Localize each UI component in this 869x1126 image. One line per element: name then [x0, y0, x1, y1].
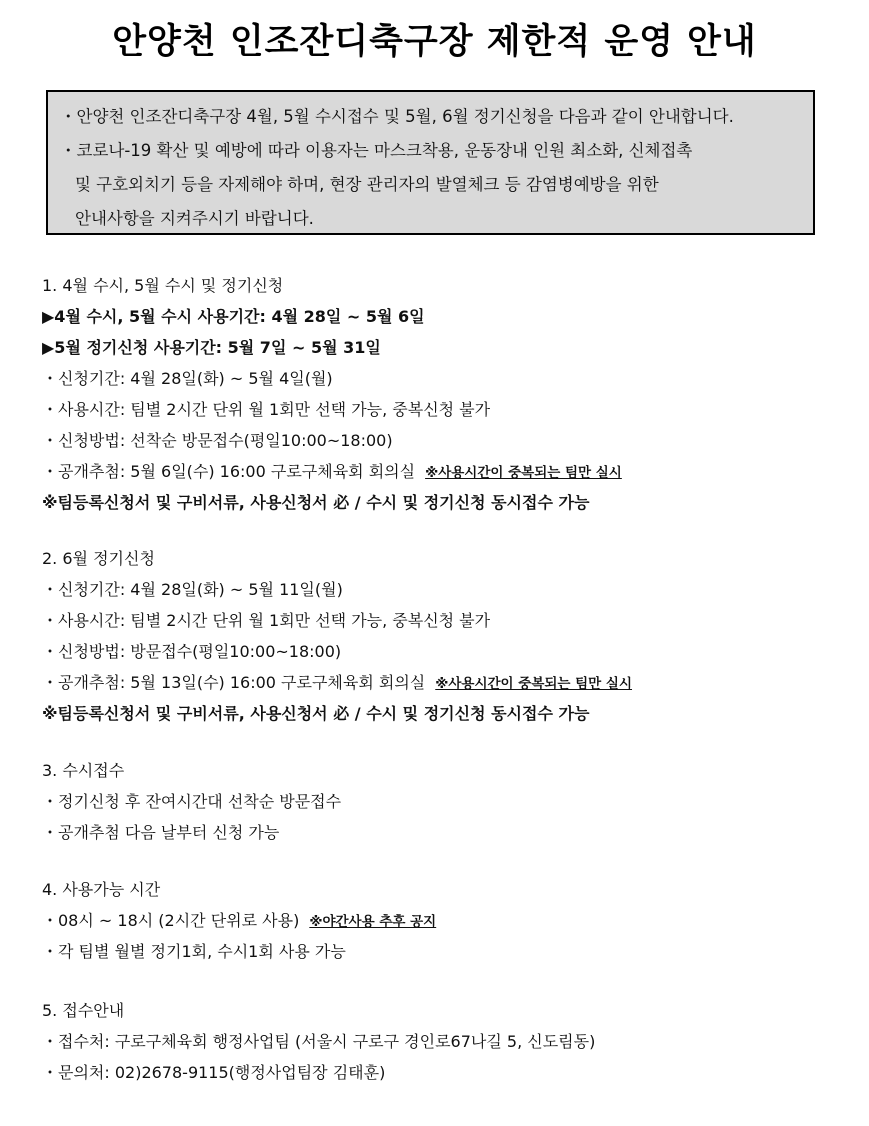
use-time: ・사용시간: 팀별 2시간 단위 월 1회만 선택 가능, 중복신청 불가: [42, 611, 491, 630]
lottery-note: ※사용시간이 중복되는 팀만 실시: [435, 676, 633, 692]
section-heading: 3. 수시접수: [42, 761, 125, 780]
page-title: 안양천 인조잔디축구장 제한적 운영 안내: [112, 22, 757, 62]
period-line: ▶5월 정기신청 사용기간: 5월 7일 ~ 5월 31일: [42, 338, 381, 357]
list-item: ・문의처: 02)2678-9115(행정사업팀장 김태훈): [42, 1063, 386, 1082]
section-3: [42, 755, 842, 848]
notice-line: 안내사항을 지켜주시기 바랍니다.: [75, 209, 314, 228]
apply-method: ・신청방법: 선착순 방문접수(평일10:00~18:00): [42, 431, 393, 450]
night-use-note: ※야간사용 추후 공지: [309, 914, 437, 930]
lottery-line: [42, 456, 842, 487]
lottery-line: [42, 667, 842, 698]
section-4: [42, 874, 842, 967]
apply-method: ・신청방법: 방문접수(평일10:00~18:00): [42, 642, 342, 661]
section-heading: 4. 사용가능 시간: [42, 880, 161, 899]
period-line: ▶4월 수시, 5월 수시 사용기간: 4월 28일 ~ 5월 6일: [42, 307, 425, 326]
list-item: ・접수처: 구로구체육회 행정사업팀 (서울시 구로구 경인로67나길 5, 신도림동): [42, 1032, 596, 1051]
section-2: [42, 543, 842, 729]
section-5: [42, 995, 842, 1088]
footnote: ※팀등록신청서 및 구비서류, 사용신청서 必 / 수시 및 정기신청 동시접수 가능: [42, 493, 590, 512]
footnote: ※팀등록신청서 및 구비서류, 사용신청서 必 / 수시 및 정기신청 동시접수 가능: [42, 704, 590, 723]
section-1: [42, 270, 842, 518]
lottery-text: ・공개추첨: 5월 6일(수) 16:00 구로구체육회 회의실: [42, 462, 416, 481]
list-item: [42, 905, 842, 936]
section-heading: 1. 4월 수시, 5월 수시 및 정기신청: [42, 276, 284, 295]
list-item: ・정기신청 후 잔여시간대 선착순 방문접수: [42, 792, 342, 811]
section-heading: 2. 6월 정기신청: [42, 549, 155, 568]
list-item: ・공개추첨 다음 날부터 신청 가능: [42, 823, 280, 842]
lottery-note: ※사용시간이 중복되는 팀만 실시: [425, 465, 622, 481]
notice-line: 및 구호외치기 등을 자제해야 하며, 현장 관리자의 발열체크 등 감염병예방을 위한: [75, 175, 659, 194]
apply-period: ・신청기간: 4월 28일(화) ~ 5월 4일(월): [42, 369, 333, 388]
use-time: ・사용시간: 팀별 2시간 단위 월 1회만 선택 가능, 중복신청 불가: [42, 400, 491, 419]
hours-text: ・08시 ~ 18시 (2시간 단위로 사용): [42, 911, 300, 930]
lottery-text: ・공개추첨: 5월 13일(수) 16:00 구로구체육회 회의실: [42, 673, 426, 692]
section-heading: 5. 접수안내: [42, 1001, 125, 1020]
notice-line: ・안양천 인조잔디축구장 4월, 5월 수시접수 및 5월, 6월 정기신청을 다음과 같이 안내합니다.: [60, 107, 734, 126]
notice-line: ・코로나-19 확산 및 예방에 따라 이용자는 마스크착용, 운동장내 인원 최소화, 신체접촉: [60, 141, 693, 160]
apply-period: ・신청기간: 4월 28일(화) ~ 5월 11일(월): [42, 580, 343, 599]
list-item: ・각 팀별 월별 정기1회, 수시1회 사용 가능: [42, 942, 346, 961]
notice-box: [46, 90, 815, 235]
